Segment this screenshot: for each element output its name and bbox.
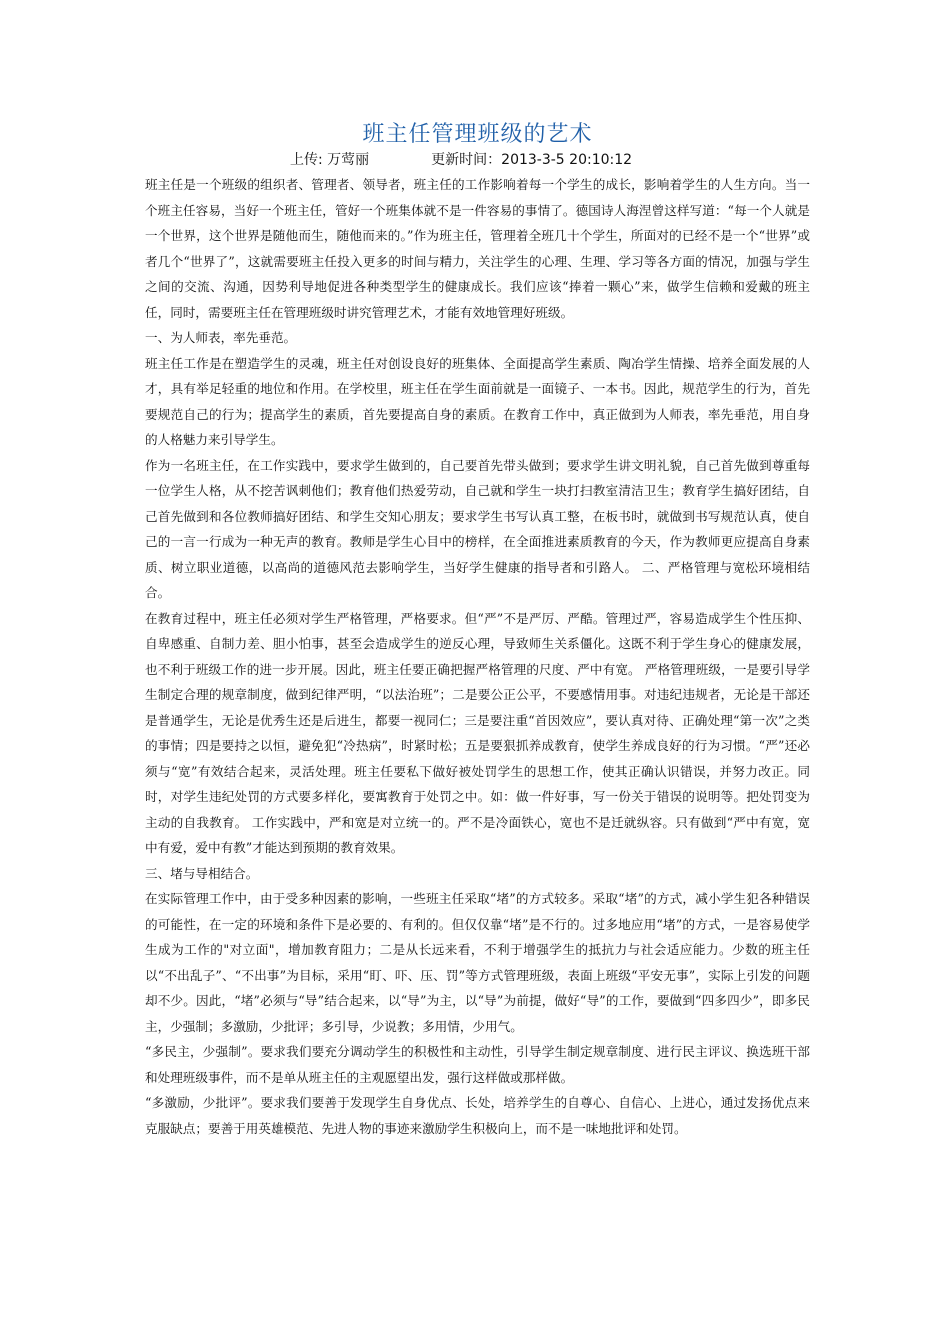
document-page [145,120,810,1141]
paragraph-section3: 在实际管理工作中，由于受多种因素的影响，一些班主任采取“堵”的方式较多。采取“堵”的方式，减小学生犯各种错误的可能性，在一定的环境和条件下是必要的、有利的。但仅仅靠“堵”是不行的。过多地应用“堵”的方式，一是容易使学生成为工作的"对立面"，增加教育阻力；二是从长远来看，不利于增强学生的抵抗力与社会适应能力。少数的班主任以“不出乱子”、“不出事”为目标，采用“盯、吓、压、罚”等方式管理班级，表面上班级“平安无事”，实际上引发的问题却不少。因此，“堵”必须与“导”结合起来，以“导”为主，以“导”为前提，做好“导”的工作，要做到“四多四少”，即多民主，少强制；多激励，少批评；多引导，少说教；多用情，少用气。 [145,891,810,1034]
article-title: 班主任管理班级的艺术 [362,122,593,147]
article-body [145,172,810,1141]
paragraph-section1-a: 班主任工作是在塑造学生的灵魂，班主任对创设良好的班集体、全面提高学生素质、陶冶学生情操、培养全面发展的人才，具有举足轻重的地位和作用。在学校里，班主任在学生面前就是一面镜子、一本书。因此，规范学生的行为，首先要规范自己的行为；提高学生的素质，首先要提高自身的素质。在教育工作中，真正做到为人师表，率先垂范，用自身的人格魅力来引导学生。 [145,355,810,447]
paragraph-intro: 班主任是一个班级的组织者、管理者、领导者，班主任的工作影响着每一个学生的成长，影响着学生的人生方向。当一个班主任容易，当好一个班主任，管好一个班集体就不是一件容易的事情了。德国诗人海涅曾这样写道：“每一个人就是一个世界，这个世界是随他而生，随他而来的。”作为班主任，管理着全班几十个学生，所面对的已经不是一个“世界”或者几个“世界了”，这就需要班主任投入更多的时间与精力，关注学生的心理、生理、学习等各方面的情况，加强与学生之间的交流、沟通，因势利导地促进各种类型学生的健康成长。我们应该“捧着一颗心”来，做学生信赖和爱戴的班主任，同时，需要班主任在管理班级时讲究管理艺术，才能有效地管理好班级。 [145,177,810,320]
article-meta [145,150,810,170]
section-heading-3: 三、堵与导相结合。 [145,865,259,881]
paragraph-democracy: “多民主，少强制”。要求我们要充分调动学生的积极性和主动性，引导学生制定规章制度、进行民主评议、换选班干部和处理班级事件，而不是单从班主任的主观愿望出发，强行这样做或那样做。 [145,1044,810,1085]
paragraph-encouragement: “多激励，少批评”。要求我们要善于发现学生自身优点、长处，培养学生的自尊心、自信心、上进心，通过发扬优点来克服缺点；要善于用英雄模范、先进人物的事迹来激励学生积极向上，而不是一味地批评和处罚。 [145,1095,810,1136]
paragraph-section2: 在教育过程中，班主任必须对学生严格管理，严格要求。但“严”不是严厉、严酷。管理过严，容易造成学生个性压抑、自卑感重、自制力差、胆小怕事，甚至会造成学生的逆反心理，导致师生关系僵化。这既不利于学生身心的健康发展，也不利于班级工作的进一步开展。因此，班主任要正确把握严格管理的尺度、严中有宽。 严格管理班级，一是要引导学生制定合理的规章制度，做到纪律严明，“以法治班”；二是要公正公平，不要感情用事。对违纪违规者，无论是干部还是普通学生，无论是优秀生还是后进生，都要一视同仁；三是要注重“首因效应”，要认真对待、正确处理“第一次”之类的事情；四是要持之以恒，避免犯“冷热病”，时紧时松；五是要狠抓养成教育，使学生养成良好的行为习惯。“严”还必须与“宽”有效结合起来，灵活处理。班主任要私下做好被处罚学生的思想工作，使其正确认识错误，并努力改正。同时，对学生违纪处罚的方式要多样化，要寓教育于处罚之中。如：做一件好事，写一份关于错误的说明等。把处罚变为主动的自我教育。 工作实践中，严和宽是对立统一的。严不是冷面铁心，宽也不是迁就纵容。只有做到“严中有宽，宽中有爱，爱中有教”才能达到预期的教育效果。 [145,610,810,855]
update-time: 更新时间：2013-3-5 20:10:12 [431,152,633,168]
section-heading-1: 一、为人师表，率先垂范。 [145,330,297,345]
uploader-label: 上传: 万莺丽 [290,152,370,168]
paragraph-section1-b: 作为一名班主任，在工作实践中，要求学生做到的，自己要首先带头做到；要求学生讲文明礼貌，自己首先做到尊重每一位学生人格，从不挖苦讽刺他们；教育他们热爱劳动，自己就和学生一块打扫教室清洁卫生；教育学生搞好团结，自己首先做到和各位教师搞好团结、和学生交知心朋友；要求学生书写认真工整，在板书时，就做到书写规范认真，使自己的一言一行成为一种无声的教育。教师是学生心目中的榜样，在全面推进素质教育的今天，作为教师更应提高自身素质、树立职业道德，以高尚的道德风范去影响学生，当好学生健康的指导者和引路人。 二、严格管理与宽松环境相结合。 [145,457,810,600]
